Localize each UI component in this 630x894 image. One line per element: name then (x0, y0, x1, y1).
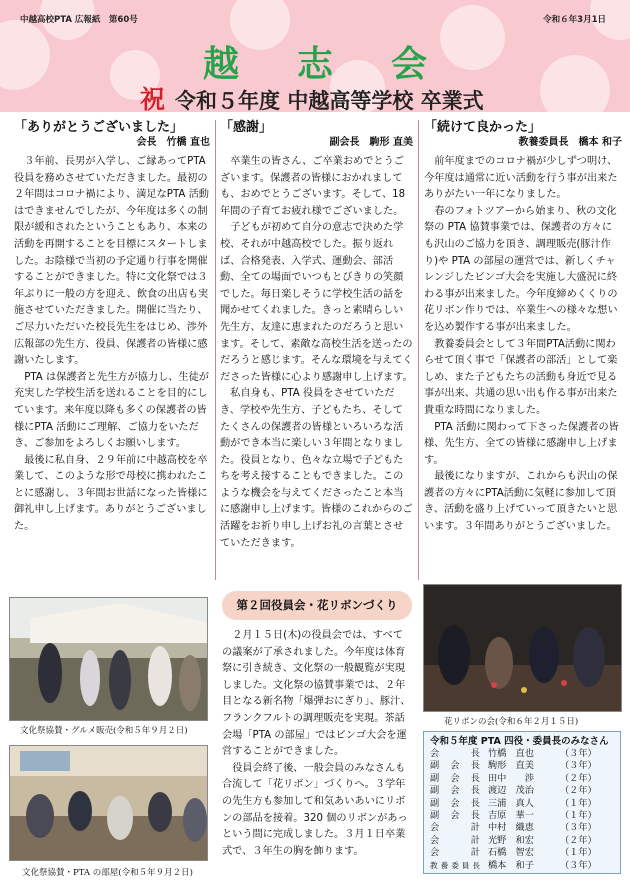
article-paragraph: 私自身も、PTA 役員をさせていただき、学校や先生方、子どもたち、そしてたくさんの保護者の皆様といろいろな活動ができ本当に楽しい３年間となりました。役員となり、色々な立場で子どもたちを考え接することもできました。このような機会を与えてくださったこと本当に感謝申し上げます。皆様のこれからのご活躍をお祈り申し上げお礼の言葉とさせていただきます。 (220, 388, 413, 549)
issue-number: 中越高校PTA 広報紙 第60号 (20, 15, 138, 25)
officer-row (430, 860, 614, 872)
article-education-chair (424, 120, 622, 536)
officer-role: 副会長 (430, 785, 480, 797)
report-body (222, 628, 412, 860)
article-title: 「続けて良かった」 (424, 120, 542, 135)
officer-name: 吉原 華一 (488, 810, 534, 822)
officer-row (430, 822, 614, 834)
article-paragraph: 卒業生の皆さん、ご卒業おめでとうございます。保護者の皆様におかれましても、おめでとうございます。そして、18年間の子育てお疲れ様でございました。 (220, 156, 406, 217)
subtitle-text: 令和５年度 中越高等学校 卒業式 (175, 89, 484, 112)
officer-role: 教養委員長 (430, 860, 480, 870)
officer-role: 会 計 (430, 834, 480, 846)
officer-grade: （３年） (560, 748, 597, 759)
officer-role: 副会長 (430, 772, 480, 784)
newsletter-title: 越志会 (202, 43, 485, 85)
article-paragraph: ３年前、長男が入学し、ご縁あってPTA 役員を務めさせていただきました。最初の２年間はコロナ禍により、満足なPTA 活動はできませんでしたが、今年度は多くの制限が緩和されたということもあり、本来の活動を再開することを目標にスタートしました。お陰様で当初の予定通り行事を開催することができました。特に文化祭では３年ぶりに一般の方を迎え、飲食の出店も実施させていただきました。開催に当たり、ご尽力いただいた校長先生をはじめ、渉外広報部の先生方、役員、保護者の皆様に感謝いたします。 (14, 156, 209, 367)
article-paragraph: 最後に私自身、２９年前に中越高校を卒業して、このような形で母校に携われたことに感謝し、３年間お世話になった皆様に御礼申し上げます。ありがとうございました。 (14, 454, 208, 533)
officer-row (430, 810, 614, 822)
issue-date: 令和６年3月1日 (543, 15, 606, 25)
officer-grade: （３年） (560, 859, 597, 871)
report-heading: 第２回役員会・花リボンづくり (222, 591, 412, 620)
officer-role: 会 計 (430, 847, 480, 859)
report-paragraph: 役員会終了後、一般会員のみなさんも合流して「花リボン」づくりへ。３学年の先生方も参加して和気あいあいにリボンの部品を接着。320 個のリボンがあっという間に完成しました。３月１日卒業式で、３年生の胸を飾ります。 (222, 762, 408, 857)
celebrate-mark: 祝 (140, 85, 166, 112)
article-paragraph: PTA は保護者と先生方が協力し、生徒が充実した学校生活を送れることを目的にしています。来年度以降も多くの保護者の皆様にPTA 活動にご理解、ご協力をいただき、ご参加をよろしくお願いします。 (14, 371, 209, 450)
article-byline: 副会長 駒形 直美 (329, 137, 413, 148)
officer-role: 副会長 (430, 760, 480, 772)
article-byline: 会長 竹橋 直也 (136, 137, 210, 148)
article-paragraph: 教養委員会として３年間PTA活動に関わらせて頂く事で「保護者の部活」として楽しめ、また子どもたちの活動も身近で見る事が出来、共通の思い出も作る事が出来た貴重な時間になりました。 (424, 338, 618, 416)
officer-name: 光野 和宏 (488, 834, 534, 846)
officer-grade: （１年） (560, 810, 597, 822)
article-byline: 教養委員長 橋本 和子 (518, 137, 622, 148)
officer-role: 副会長 (430, 810, 480, 822)
officer-name: 橋本 和子 (488, 859, 534, 871)
photo-ribbon-meeting (423, 584, 622, 712)
article-paragraph: 前年度までのコロナ禍が少しずつ明け、今年度は通常に近い活動を行う事が出来たありがたい一年になりました。 (424, 156, 618, 201)
officer-name: 駒形 直美 (488, 760, 534, 772)
photo-caption: 文化祭協賛・PTA の部屋(令和５年９月２日) (22, 868, 193, 878)
officer-name: 竹橋 直也 (488, 748, 534, 759)
masthead (0, 0, 630, 112)
officers-title: 令和５年度 PTA 四役・委員長のみなさん (430, 736, 609, 747)
subtitle (140, 80, 484, 112)
officer-name: 三浦 真人 (488, 797, 534, 809)
photo-caption: 花リボンの会(令和６年２月１５日) (444, 717, 579, 727)
officer-grade: （１年） (560, 847, 597, 859)
officer-grade: （３年） (560, 822, 597, 834)
column-divider (418, 120, 419, 580)
officer-name: 中村 織恵 (488, 822, 534, 834)
article-paragraph: 最後になりますが、これからも沢山の保護者の方々にPTA活動に気軽に参加して頂き、活動を盛り上げていって頂きたいと思います。３年間ありがとうございました。 (424, 471, 618, 533)
officer-row (430, 785, 614, 797)
officer-grade: （２年） (560, 785, 597, 797)
officer-name: 渡辺 茂治 (488, 785, 534, 797)
officer-grade: （２年） (560, 772, 597, 784)
officer-grade: （２年） (560, 834, 597, 846)
column-divider (215, 120, 216, 580)
photo-caption: 文化祭協賛・グルメ販売(令和５年９月２日) (20, 726, 188, 736)
officer-row (430, 835, 614, 847)
officer-row (430, 760, 614, 772)
report-paragraph: ２月１５日(木)の役員会では、すべての議案が了承されました。今年度は体育祭に引き続き、文化祭の一般観覧が実現しました。文化祭の協賛事業では、２年目となる新名物「爆弾おにぎり」、豚汁、フランクフルトの調理販売を実現。茶話会場「PTA の部屋」ではビンゴ大会を運営することができました。 (222, 630, 411, 758)
officer-row (430, 748, 614, 760)
officer-role: 会 長 (430, 748, 480, 759)
officer-grade: （３年） (560, 760, 597, 772)
officer-name: 田中 渉 (488, 772, 534, 784)
officer-row (430, 773, 614, 785)
article-paragraph: PTA 活動に関わって下さった保護者の皆様、先生方、全ての皆様に感謝申し上げます。 (424, 421, 619, 466)
officer-name: 石橋 智宏 (488, 847, 534, 859)
article-title: 「ありがとうございました」 (14, 120, 184, 135)
officer-role: 会 計 (430, 822, 480, 834)
officer-row (430, 798, 614, 810)
officer-role: 副会長 (430, 797, 480, 809)
article-paragraph: 春のフォトツアーから始まり、秋の文化祭の PTA 協賛事業では、保護者の方々にも沢山のご協力を頂き、調理販売(豚汁作り)や PTA の部屋の運営では、新しくチャレンジしたビンゴ大会を実施し大盛況に終わる事が出来ました。今年度締めくくりの花リボン作りでは、卒業生への様々な想いを込め製作する事が出来ました。 (424, 205, 618, 333)
article-title: 「感謝」 (220, 120, 273, 135)
article-chairman (14, 120, 210, 536)
officer-grade: （１年） (560, 797, 597, 809)
officer-row (430, 847, 614, 859)
photo-gourmet-sale (9, 597, 208, 721)
article-paragraph: 子どもが初めて自分の意志で決めた学校、それが中越高校でした。振り返れば、合格発表、入学式、運動会、部活動、全ての場面でいつもとびきりの笑顔でした。毎日楽しそうに学校生活の話を聞かせてくれました。きっと素晴らしい先生方、友達に恵まれたのだろうと思います。そして、素敵な高校生活を送ったのだろうと感じます。そんな環境を与えてくださった皆様に心より感謝申し上げます。 (220, 222, 413, 383)
officers-list (423, 731, 621, 874)
photo-pta-room (9, 745, 208, 861)
article-vice-chair (220, 120, 413, 552)
